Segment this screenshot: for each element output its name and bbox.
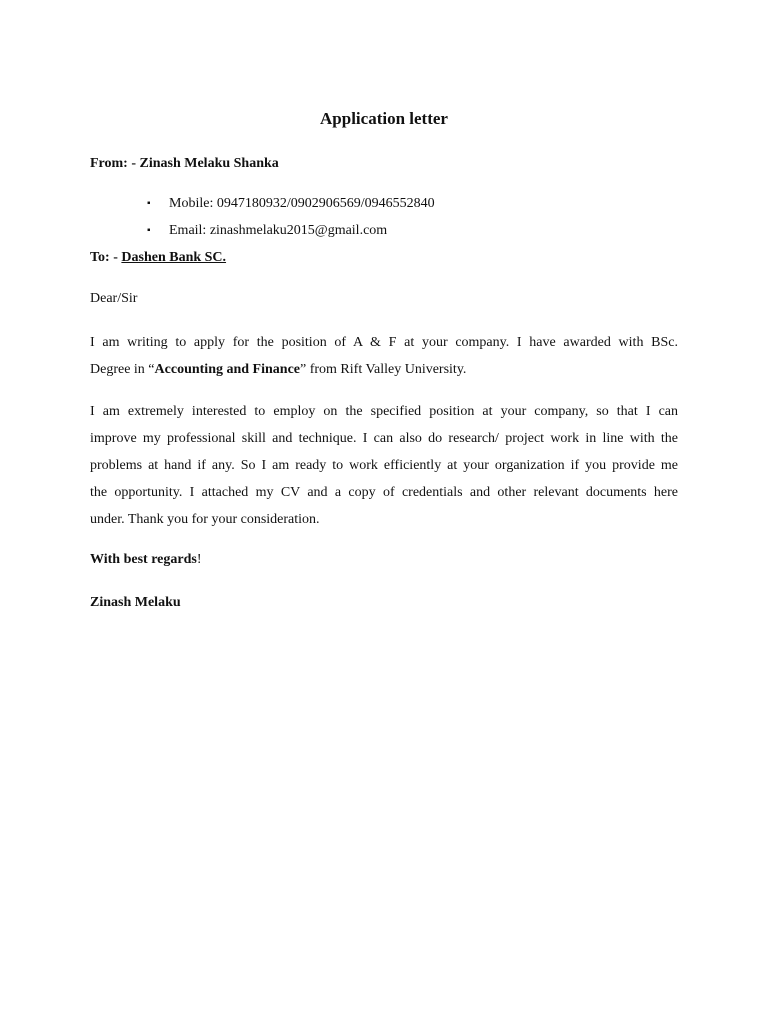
paragraph-1-line-1: I am writing to apply for the position of A & F at your company. I have awarded with BSc. (90, 335, 678, 350)
bullet-icon: ▪ (147, 198, 151, 209)
contact-email (147, 221, 387, 241)
recipient-name: Dashen Bank SC. (121, 250, 227, 265)
paragraph-2-line: problems at hand if any. So I am ready to work efficiently at your organization if you provide me (90, 458, 678, 473)
closing-punct: ! (196, 552, 202, 567)
paragraph-1-line-2-post: ” from Rift Valley University. (300, 362, 467, 377)
closing-text: With best regards (90, 552, 197, 567)
email-text: Email: zinashmelaku2015@gmail.com (169, 223, 388, 238)
to-line (90, 248, 226, 268)
to-label: To: - (90, 250, 122, 265)
salutation: Dear/Sir (90, 291, 138, 306)
letter-title: Application letter (320, 109, 448, 128)
paragraph-1-line-2 (90, 356, 678, 383)
degree-field: Accounting and Finance (154, 362, 300, 377)
paragraph-2-line: I am extremely interested to employ on the specified position at your company, so that I can (90, 404, 678, 419)
contact-mobile (147, 194, 435, 214)
paragraph-2-line: the opportunity. I attached my CV and a copy of credentials and other relevant documents here (90, 485, 678, 500)
closing (90, 550, 202, 570)
paragraph-2-line: under. Thank you for your consideration. (90, 512, 320, 527)
paragraph-1-line-2-pre: Degree in “ (90, 362, 155, 377)
from-line: From: - Zinash Melaku Shanka (90, 156, 279, 171)
paragraph-2-line: improve my professional skill and technique. I can also do research/ project work in line with the (90, 431, 678, 446)
paragraph-1 (90, 329, 678, 383)
mobile-text: Mobile: 0947180932/0902906569/0946552840 (169, 196, 435, 211)
paragraph-2 (90, 398, 678, 533)
bullet-icon: ▪ (147, 225, 151, 236)
signature: Zinash Melaku (90, 595, 181, 610)
